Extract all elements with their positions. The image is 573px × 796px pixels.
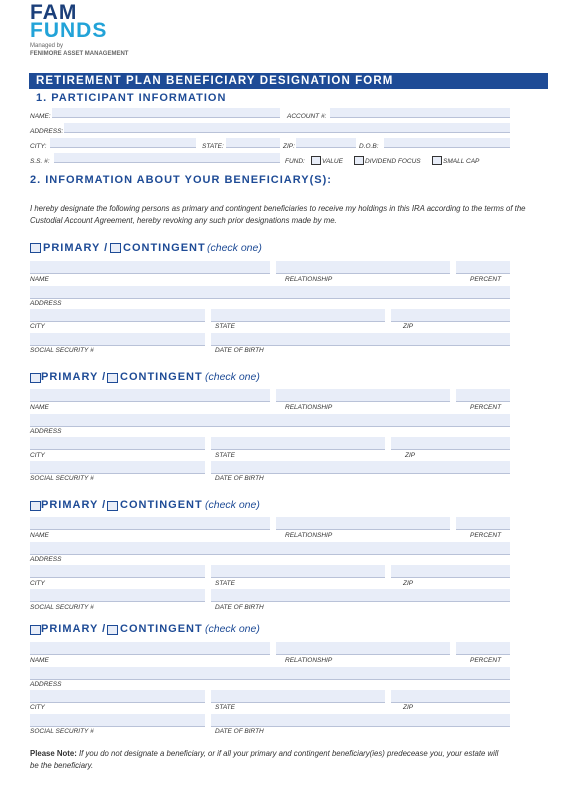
beneficiary-name-field-4[interactable]: [30, 642, 270, 655]
beneficiary-city-field-1[interactable]: [30, 309, 205, 322]
beneficiary-address-field-1[interactable]: [30, 286, 510, 299]
relationship-label-3: RELATIONSHIP: [285, 532, 333, 539]
beneficiary-zip-field-4[interactable]: [391, 690, 510, 703]
fund-smallcap-checkbox[interactable]: [432, 156, 442, 165]
percent-label-3: PERCENT: [470, 532, 502, 539]
dob-label-2: DATE OF BIRTH: [215, 475, 264, 482]
primary-checkbox-2[interactable]: [30, 373, 41, 383]
please-note-label: Please Note:: [30, 749, 77, 758]
contingent-label-1: CONTINGENT: [123, 242, 206, 254]
participant-dob-label: D.O.B:: [359, 143, 379, 150]
ssn-label-4: SOCIAL SECURITY #: [30, 728, 94, 735]
city-label-1: CITY: [30, 323, 45, 330]
beneficiary-zip-field-1[interactable]: [391, 309, 510, 322]
beneficiary-city-field-4[interactable]: [30, 690, 205, 703]
primary-label-1: PRIMARY /: [43, 242, 109, 254]
primary-label-4: PRIMARY /: [41, 623, 107, 635]
address-label-3: ADDRESS: [30, 556, 62, 563]
name-label-1: NAME: [30, 276, 49, 283]
fund-dividend-checkbox[interactable]: [354, 156, 364, 165]
zip-label-1: ZIP: [403, 323, 414, 330]
participant-dob-field[interactable]: [384, 138, 510, 148]
beneficiary-ssn-field-2[interactable]: [30, 461, 205, 474]
check-one-note-1: (check one): [207, 242, 262, 254]
city-label-4: CITY: [30, 704, 45, 711]
fund-smallcap-label: SMALL CAP: [443, 158, 480, 165]
zip-label-2: ZIP: [405, 452, 416, 459]
beneficiary-percent-field-4[interactable]: [456, 642, 510, 655]
name-label-2: NAME: [30, 404, 49, 411]
city-label-3: CITY: [30, 580, 45, 587]
beneficiary-name-field-3[interactable]: [30, 517, 270, 530]
percent-label-1: PERCENT: [470, 276, 502, 283]
percent-label-2: PERCENT: [470, 404, 502, 411]
primary-checkbox-3[interactable]: [30, 501, 41, 511]
beneficiary-state-field-4[interactable]: [211, 690, 385, 703]
beneficiary-dob-field-2[interactable]: [211, 461, 510, 474]
beneficiary-percent-field-2[interactable]: [456, 389, 510, 402]
beneficiary-ssn-field-3[interactable]: [30, 589, 205, 602]
beneficiary-name-field-1[interactable]: [30, 261, 270, 274]
participant-name-label: NAME:: [30, 113, 51, 120]
contingent-label-2: CONTINGENT: [120, 371, 203, 383]
contingent-checkbox-3[interactable]: [107, 501, 118, 511]
participant-state-label: STATE:: [202, 143, 224, 150]
beneficiary-address-field-3[interactable]: [30, 542, 510, 555]
name-label-4: NAME: [30, 657, 49, 664]
state-label-1: STATE: [215, 323, 235, 330]
participant-zip-field[interactable]: [296, 138, 356, 148]
beneficiary-percent-field-3[interactable]: [456, 517, 510, 530]
beneficiary-ssn-field-1[interactable]: [30, 333, 205, 346]
fund-dividend-label: DIVIDEND FOCUS: [365, 158, 421, 165]
contingent-checkbox-1[interactable]: [110, 243, 121, 253]
beneficiary-dob-field-4[interactable]: [211, 714, 510, 727]
form-title: RETIREMENT PLAN BENEFICIARY DESIGNATION FORM: [36, 75, 394, 87]
percent-label-4: PERCENT: [470, 657, 502, 664]
beneficiary-dob-field-1[interactable]: [211, 333, 510, 346]
managed-by-label: Managed by: [30, 43, 64, 49]
logo-fam: FAM: [30, 1, 78, 24]
section1-title: 1. PARTICIPANT INFORMATION: [36, 92, 227, 104]
primary-checkbox-1[interactable]: [30, 243, 41, 253]
zip-label-3: ZIP: [403, 580, 414, 587]
name-label-3: NAME: [30, 532, 49, 539]
beneficiary-relationship-field-3[interactable]: [276, 517, 450, 530]
please-note-text: If you do not designate a beneficiary, or if all your primary and contingent beneficiary(ies) predecease you, your estate will be the beneficiary.: [30, 749, 499, 770]
relationship-label-1: RELATIONSHIP: [285, 276, 333, 283]
relationship-label-2: RELATIONSHIP: [285, 404, 333, 411]
participant-zip-label: ZIP:: [283, 143, 295, 150]
account-label: ACCOUNT #:: [287, 113, 327, 120]
primary-checkbox-4[interactable]: [30, 625, 41, 635]
participant-name-field[interactable]: [52, 108, 280, 118]
address-label-4: ADDRESS: [30, 681, 62, 688]
check-one-note-3: (check one): [205, 499, 260, 511]
dob-label-4: DATE OF BIRTH: [215, 728, 264, 735]
beneficiary-state-field-1[interactable]: [211, 309, 385, 322]
participant-ssn-label: S.S. #:: [30, 158, 50, 165]
beneficiary-city-field-2[interactable]: [30, 437, 205, 450]
contingent-label-3: CONTINGENT: [120, 499, 203, 511]
beneficiary-state-field-2[interactable]: [211, 437, 385, 450]
state-label-2: STATE: [215, 452, 235, 459]
check-one-note-2: (check one): [205, 371, 260, 383]
primary-label-2: PRIMARY /: [41, 371, 107, 383]
designation-intro: I hereby designate the following persons as primary and contingent beneficiaries to receive my holdings in this IRA according to the terms of the Custodial Account Agreement, hereby revoking any such prior designations made by me.: [30, 204, 526, 225]
participant-address-label: ADDRESS:: [30, 128, 64, 135]
fund-label: FUND:: [285, 158, 305, 165]
beneficiary-percent-field-1[interactable]: [456, 261, 510, 274]
participant-state-field[interactable]: [226, 138, 280, 148]
primary-label-3: PRIMARY /: [41, 499, 107, 511]
ssn-label-3: SOCIAL SECURITY #: [30, 604, 94, 611]
beneficiary-zip-field-2[interactable]: [391, 437, 510, 450]
beneficiary-ssn-field-4[interactable]: [30, 714, 205, 727]
address-label-1: ADDRESS: [30, 300, 62, 307]
beneficiary-city-field-3[interactable]: [30, 565, 205, 578]
beneficiary-dob-field-3[interactable]: [211, 589, 510, 602]
fund-value-checkbox[interactable]: [311, 156, 321, 165]
participant-ssn-field[interactable]: [54, 153, 280, 163]
state-label-4: STATE: [215, 704, 235, 711]
relationship-label-4: RELATIONSHIP: [285, 657, 333, 664]
ssn-label-2: SOCIAL SECURITY #: [30, 475, 94, 482]
beneficiary-state-field-3[interactable]: [211, 565, 385, 578]
state-label-3: STATE: [215, 580, 235, 587]
contingent-label-4: CONTINGENT: [120, 623, 203, 635]
logo-funds: FUNDS: [30, 19, 108, 42]
account-field[interactable]: [330, 108, 510, 118]
fund-value-label: VALUE: [322, 158, 343, 165]
participant-address-field[interactable]: [64, 123, 510, 133]
ssn-label-1: SOCIAL SECURITY #: [30, 347, 94, 354]
check-one-note-4: (check one): [205, 623, 260, 635]
beneficiary-zip-field-3[interactable]: [391, 565, 510, 578]
participant-city-field[interactable]: [50, 138, 196, 148]
beneficiary-relationship-field-2[interactable]: [276, 389, 450, 402]
manager-name: FENIMORE ASSET MANAGEMENT: [30, 51, 129, 57]
beneficiary-address-field-4[interactable]: [30, 667, 510, 680]
section2-title: 2. INFORMATION ABOUT YOUR BENEFICIARY(S):: [30, 174, 332, 186]
zip-label-4: ZIP: [403, 704, 414, 711]
address-label-2: ADDRESS: [30, 428, 62, 435]
beneficiary-relationship-field-1[interactable]: [276, 261, 450, 274]
beneficiary-name-field-2[interactable]: [30, 389, 270, 402]
please-note: [30, 748, 500, 772]
contingent-checkbox-2[interactable]: [107, 373, 118, 383]
city-label-2: CITY: [30, 452, 45, 459]
participant-city-label: CITY:: [30, 143, 47, 150]
dob-label-1: DATE OF BIRTH: [215, 347, 264, 354]
beneficiary-relationship-field-4[interactable]: [276, 642, 450, 655]
dob-label-3: DATE OF BIRTH: [215, 604, 264, 611]
beneficiary-address-field-2[interactable]: [30, 414, 510, 427]
contingent-checkbox-4[interactable]: [107, 625, 118, 635]
